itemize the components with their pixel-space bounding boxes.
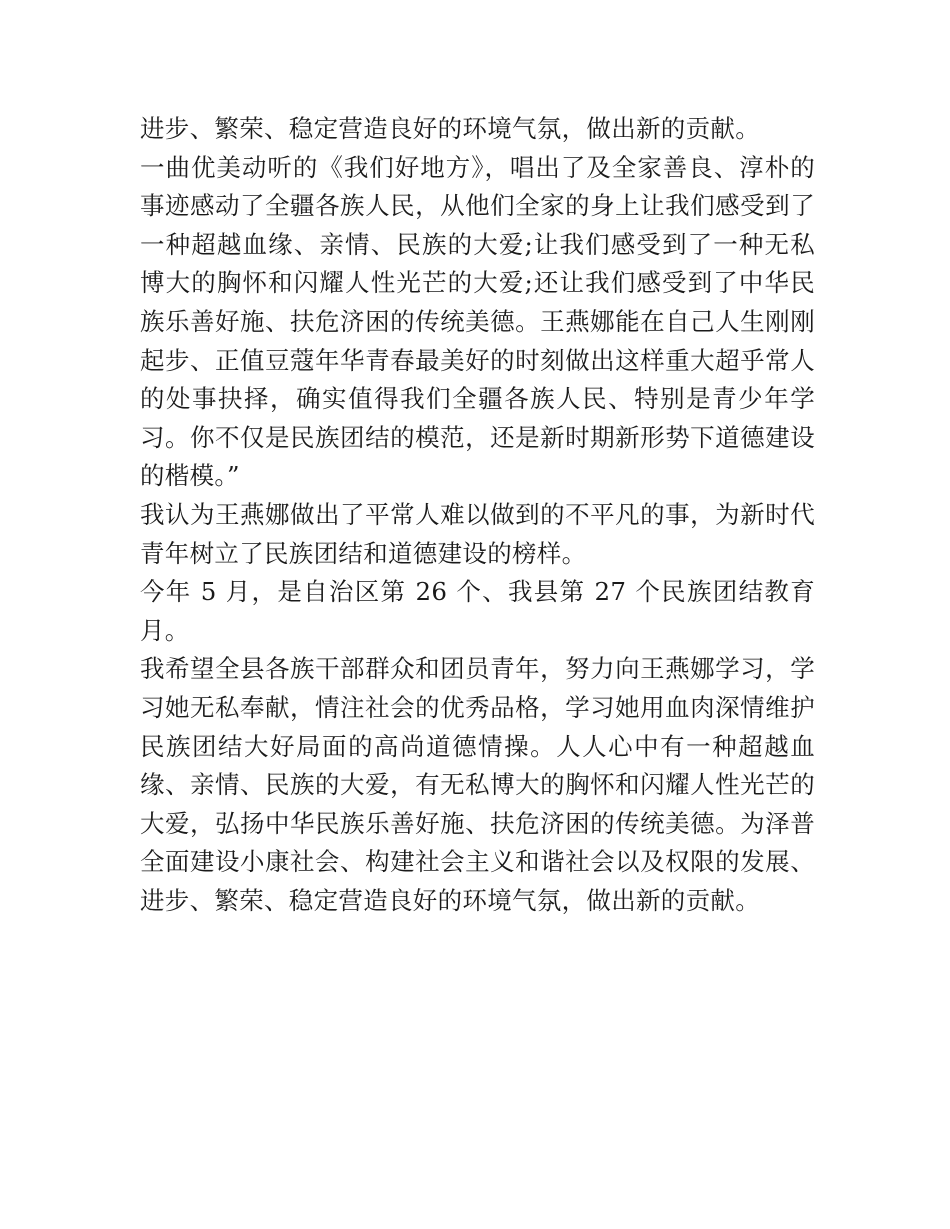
paragraph-call-to-action: 我希望全县各族干部群众和团员青年，努力向王燕娜学习，学习她无私奉献，情注社会的优秀品格，学习她用血肉深情维护民族团结大好局面的高尚道德情操。人人心中有一种超越血缘、亲情、民族的大爱，有无私博大的胸怀和闪耀人性光芒的大爱，弘扬中华民族乐善好施、扶危济困的传统美德。为泽普全面建设小康社会、构建社会主义和谐社会以及权限的发展、进步、繁荣、稳定营造良好的环境气氛，做出新的贡献。 <box>140 654 815 915</box>
paragraph-opinion: 我认为王燕娜做出了平常人难以做到的不平凡的事，为新时代青年树立了民族团结和道德建设的榜样。 <box>140 499 815 568</box>
document-body <box>140 110 815 920</box>
paragraph-unity-month: 今年 5 月，是自治区第 26 个、我县第 27 个民族团结教育月。 <box>140 577 815 645</box>
paragraph-song-quote: 一曲优美动听的《我们好地方》，唱出了及全家善良、淳朴的事迹感动了全疆各族人民，从他们全家的身上让我们感受到了一种超越血缘、亲情、民族的大爱;让我们感受到了一种无私博大的胸怀和闪耀人性光芒的大爱;还让我们感受到了中华民族乐善好施、扶危济困的传统美德。王燕娜能在自己人生刚刚起步、正值豆蔻年华青春最美好的时刻做出这样重大超乎常人的处事抉择，确实值得我们全疆各族人民、特别是青少年学习。你不仅是民族团结的模范，还是新时期新形势下道德建设的楷模。” <box>140 152 815 491</box>
paragraph-continuation: 进步、繁荣、稳定营造良好的环境气氛，做出新的贡献。 <box>140 114 760 143</box>
